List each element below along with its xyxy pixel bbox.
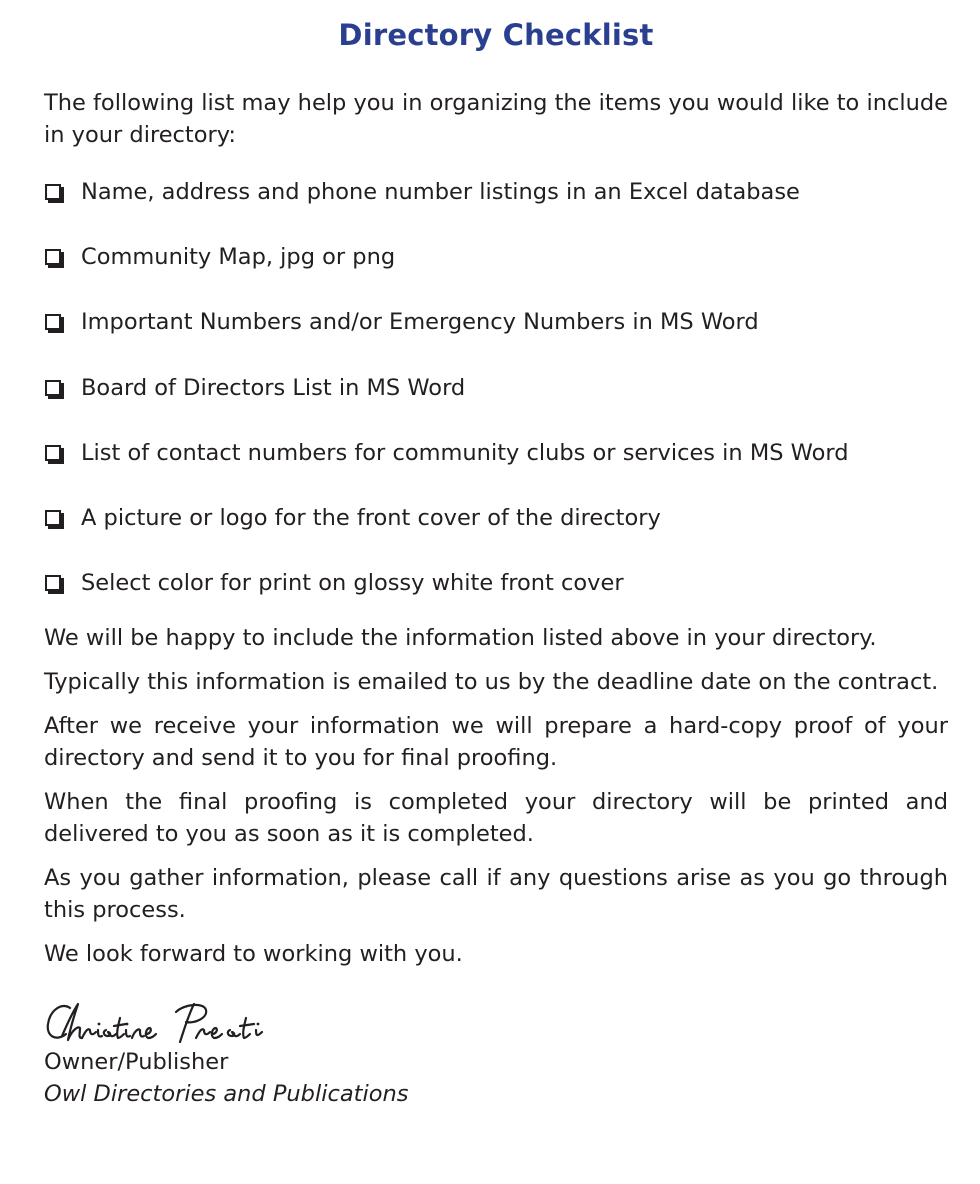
body-paragraph: As you gather information, please call if any questions arise as you go through this process. xyxy=(44,865,948,924)
checklist-item xyxy=(44,306,948,338)
checkbox-icon[interactable] xyxy=(45,510,61,526)
checklist-item xyxy=(44,502,948,534)
handwritten-signature xyxy=(44,1000,948,1046)
checkbox-icon[interactable] xyxy=(45,314,61,330)
checklist-item-label: Important Numbers and/or Emergency Numbers in MS Word xyxy=(81,309,759,336)
company-name: Owl Directories and Publications xyxy=(44,1081,409,1108)
checkbox-icon[interactable] xyxy=(45,249,61,265)
checklist xyxy=(44,176,948,599)
checklist-item xyxy=(44,437,948,469)
signer-role: Owner/Publisher xyxy=(44,1049,229,1076)
checkbox-icon[interactable] xyxy=(45,445,61,461)
body-text xyxy=(44,622,948,970)
checklist-item-label: A picture or logo for the front cover of the directory xyxy=(81,504,661,531)
checklist-item xyxy=(44,241,948,273)
checklist-item-label: Select color for print on glossy white front cover xyxy=(81,570,624,597)
checkbox-icon[interactable] xyxy=(45,184,61,200)
checkbox-icon[interactable] xyxy=(45,380,61,396)
checklist-item xyxy=(44,567,948,599)
body-paragraph: We will be happy to include the information listed above in your directory. xyxy=(44,625,877,652)
body-paragraph: When the final proofing is completed your directory will be printed and delivered to you as soon as it is completed. xyxy=(44,789,948,848)
checklist-item-label: List of contact numbers for community clubs or services in MS Word xyxy=(81,439,849,466)
intro-paragraph: The following list may help you in organizing the items you would like to include in your directory: xyxy=(44,90,948,148)
checklist-item xyxy=(44,176,948,208)
checklist-item xyxy=(44,372,948,404)
checkbox-icon[interactable] xyxy=(45,575,61,591)
body-paragraph: After we receive your information we will prepare a hard-copy proof of your directory and send it to you for final proofing. xyxy=(44,713,948,772)
page-title: Directory Checklist xyxy=(338,18,654,52)
document-page xyxy=(44,0,948,1110)
body-paragraph: We look forward to working with you. xyxy=(44,941,463,968)
checklist-item-label: Community Map, jpg or png xyxy=(81,244,396,271)
signature-image xyxy=(44,1000,274,1046)
checklist-item-label: Board of Directors List in MS Word xyxy=(81,374,466,401)
body-paragraph: Typically this information is emailed to us by the deadline date on the contract. xyxy=(44,669,939,696)
checklist-item-label: Name, address and phone number listings in an Excel database xyxy=(81,179,800,205)
